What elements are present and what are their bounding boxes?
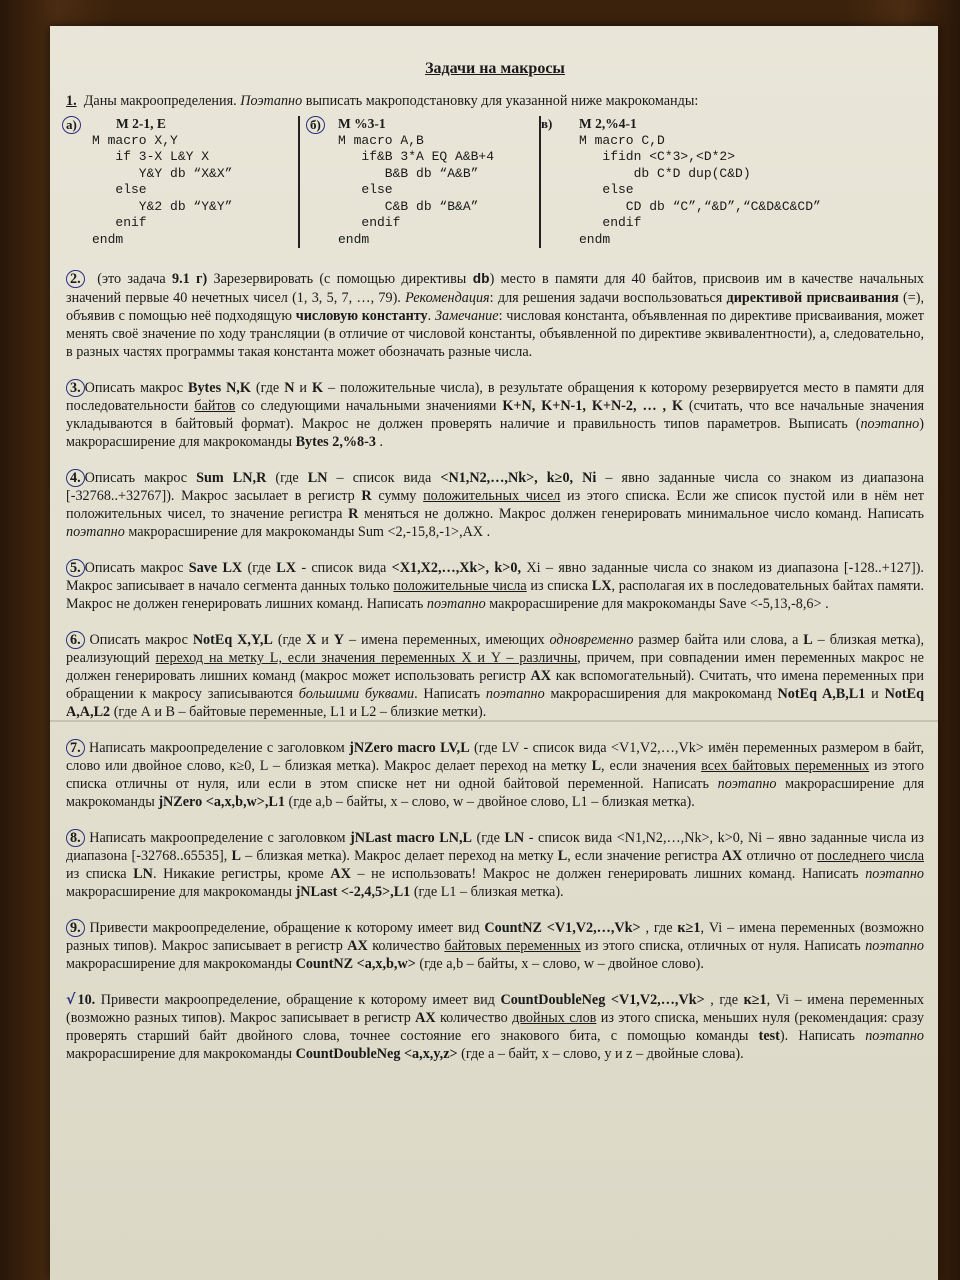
task-text: поэтапно [860,416,920,432]
task-text: поэтапно [865,1028,924,1044]
macro-definitions [66,116,924,248]
task-text: AX [415,1010,436,1026]
task-text: макрорасширение для макрокоманды [66,884,296,900]
task-text: (где [250,380,285,396]
task-text: большими буквами [298,686,415,702]
task-text: (где [242,560,277,576]
task-text: (где L1 – близкая метка). [410,884,564,900]
macro-a [66,116,292,248]
task-text: AX [530,668,552,684]
task-text: Xi – явно заданные числа со знаком из диапазона [-128..+127]). Макрос записывает в начало сегмента данных только [66,560,924,594]
task-text: . Написать [414,686,486,702]
page-title: Задачи на макросы [425,60,565,77]
task-text: , где [640,920,678,936]
task-1 [66,92,924,110]
task-text: количество [367,938,445,954]
task-text: (где [272,632,307,648]
task-text: байтов [194,398,236,414]
task-text: Save LX [188,560,243,576]
task-text: положительных чисел [423,488,561,504]
task-text: и [316,632,334,648]
task-text: макрорасширение для макрокоманды [66,1046,296,1062]
task-text: меняться не должно. Макрос должен генерировать минимальное число команд. Написать [358,506,925,522]
task-text: и [294,380,312,396]
task-text: – положительные числа), в результате обращения к которому резервируется место в памяти для последовательности [66,380,925,414]
task-text: (=), объявив с помощью неё подходящую [66,290,925,324]
task-number: 4. [66,469,85,487]
task-text: числовую константу [295,308,428,324]
task-9 [66,919,924,973]
task-text: Даны макроопределения. [83,93,237,109]
task-text: макрорасширение для макрокоманды Sum <2,-15,8,-1>,AX . [124,524,491,540]
task-text: положительные числа [393,578,527,594]
task-text: Написать макроопределение с заголовком [84,830,350,846]
task-4 [66,469,924,541]
task-text: Рекомендация [405,290,490,306]
task-number: 3. [66,379,85,397]
task-text: NotEq X,Y,L [192,632,273,648]
task-text: макрорасширение для макрокоманды [66,776,924,810]
task-text: (где a,b – байты, x – слово, w – двойное слово). [415,956,704,972]
task-text: директивой присваивания [726,290,899,306]
task-text: байтовых переменных [444,938,581,954]
task-text: X [306,632,317,648]
task-number: 2. [66,270,85,288]
macro-b [298,116,533,248]
task-text: Описать макрос [84,632,193,648]
task-text: Привести макроопределение, обращение к которому имеет вид [95,992,501,1008]
macro-call: M 2-1, E [116,116,166,131]
task-text: макрорасширение для макрокоманды [66,956,296,972]
task-text: (где А и В – байтовые переменные, L1 и L2 – близкие метки). [110,704,487,720]
macro-call: M %3-1 [338,116,386,131]
task-text: , располагая их в последовательных байтах памяти. Макрос не должен генерировать лишних команд. Написать [66,578,924,612]
task-text: : для решения задачи воспользоваться [489,290,727,306]
task-text: из этого списка, отличных от нуля. Написать [580,938,866,954]
task-text: сумму [371,488,424,504]
task-text: Bytes 2,%8-3 [295,434,376,450]
task-text: NotEq A,A,L2 [66,686,924,720]
task-text: LN [133,866,153,882]
task-text: , Vi – имена переменных (возможно разных типов). Макрос записывает в регистр [66,920,924,954]
task-text: (где a,b – байты, x – слово, w – двойное слово, L1 – близкая метка). [284,794,695,810]
task-text: jNZero <a,x,b,w>,L1 [158,794,285,810]
task-text: макрорасширения для макрокоманд [544,686,778,702]
task-text: Поэтапно [240,93,303,109]
task-text: Sum LN,R [196,470,267,486]
task-text: L [557,848,568,864]
task-number: 8. [66,829,85,847]
task-text: AX [721,848,743,864]
task-text: R [348,506,359,522]
task-number: 7. [66,739,85,757]
task-text: поэтапно [66,524,125,540]
task-text: поэтапно [865,866,924,882]
task-text: Написать макроопределение с заголовком [84,740,350,756]
task-text: Привести макроопределение, обращение к которому имеет вид [84,920,485,936]
task-text: jNLast macro LN,L [350,830,472,846]
task-text: Замечание [434,308,499,324]
task-text: <X1,X2,…,Xk>, k>0, [391,560,521,576]
task-text: поэтапно [865,938,925,954]
task-7 [66,739,924,811]
task-text: Описать макрос [84,380,188,396]
task-text: и [865,686,885,702]
task-text: размер байта или слова, а [633,632,804,648]
task-text: CountDoubleNeg <V1,V2,…,Vk> [500,992,705,1008]
task-text: к≥1 [743,992,767,1008]
task-text: jNZero macro LV,L [349,740,470,756]
task-text: Описать макрос [84,470,197,486]
task-text: CountNZ <V1,V2,…,Vk> [484,920,641,936]
fold-crease [50,720,938,722]
task-text: отлично от [742,848,818,864]
task-5 [66,559,924,613]
task-text: (считать, что все начальные значения укладываются в байтовый формат). Макрос не должен проверять наличие и правильность типов параметров. Выписать ( [66,398,924,432]
task-text: <N1,N2,…,Nk>, k≥0, Ni [440,470,597,486]
task-text: (где LV - список вида <V1,V2,…,Vk> имён переменных размером в байт, слово или двойное слово, к≥0, L – близкая метка). Макрос делает переход на метку [66,740,924,774]
task-text: из этого списка отличны от нуля, или если в этом списке нет ни одной байтовой переменной. Написать [66,758,924,792]
task-text: выписать макроподстановку для указанной ниже макрокоманды: [305,93,699,109]
macro-label: б) [306,116,325,134]
task-text: ) место в памяти для 40 байтов, присвоив им в качестве начальных значений первые 40 нечетных чисел (1, 3, 5, 7, …, 79). [66,271,925,306]
task-text: одновременно [549,632,634,648]
task-text: , если значения [601,758,702,774]
task-10 [66,991,924,1063]
task-number: 1. [66,93,77,109]
task-text: – близкая метка), реализующий [66,632,924,666]
task-text: (где [471,830,505,846]
task-text: – близкая метка). Макрос делает переход на метку [240,848,558,864]
task-text: CountNZ <a,x,b,w> [295,956,416,972]
task-text: LX [591,578,612,594]
task-text: поэтапно [426,596,486,612]
task-text: , Vi – имена переменных (возможно разных типов). Макрос записывает в регистр [66,992,924,1026]
task-text: со следующими начальными значениями [235,398,503,414]
macro-call: M 2,%4-1 [579,116,637,131]
task-text: из этого списка, меньших нуля (рекомендация: сразу проверять старший байт двойного слова, точнее состояние его знакового бита, с помощью команды [66,1010,924,1044]
task-text: db [472,272,490,288]
task-text: – имена переменных, имеющих [344,632,550,648]
task-text: (это задача [97,271,172,287]
task-text: двойных слов [512,1010,597,1026]
task-text: как вспомогательный). Считать, что имена переменных при обращении к макросу записываются [66,668,924,702]
task-text: – явно заданные числа со знаком из диапазона [-32768..+32767]). Макрос засылает в регистр [66,470,924,504]
task-text: ). Написать [779,1028,866,1044]
task-text: поэтапно [717,776,777,792]
task-text: ) макрорасширение для макрокоманды [66,416,924,450]
task-text: . [375,434,384,450]
macro-label: в) [541,116,553,131]
macro-code: M macro A,B if&B 3*A EQ A&B+4 B&B db “A&B” else C&B db “B&A” endif endm [338,132,495,247]
task-text: макрорасширение для макрокоманды Save <-5,13,-8,6> . [485,596,829,612]
task-text: Зарезервировать (с помощью директивы [207,271,473,287]
task-text: 9.1 г) [172,271,208,287]
task-text: переход на метку L, если значения переменных X и Y – различны [155,650,578,666]
task-2 [66,270,924,361]
task-text: LN [307,470,328,486]
task-text: Описать макрос [84,560,189,576]
task-text: . [427,308,435,324]
task-text: CountDoubleNeg <a,x,y,z> [295,1046,458,1062]
task-number: 10. [77,992,96,1008]
task-text: jNLast <-2,4,5>,L1 [295,884,411,900]
task-text: , если значение регистра [567,848,722,864]
task-text: L [803,632,813,648]
checkmark-icon: √ [66,992,76,1008]
macro-code: M macro C,D ifidn <C*3>,<D*2> db C*D dup(C&D) else CD db “C”,“&D”,“C&D&C&CD” endif endm [579,132,821,247]
task-text: NotEq A,B,L1 [777,686,866,702]
macro-label: а) [62,116,81,134]
task-text: K+N, K+N-1, K+N-2, … , K [502,398,683,414]
task-3 [66,379,924,451]
task-text: всех байтовых переменных [701,758,870,774]
task-text: (где a – байт, x – слово, y и z – двойные слова). [457,1046,744,1062]
task-number: 9. [66,919,85,937]
task-text: из списка [66,866,134,882]
task-text: Bytes N,K [188,380,251,396]
task-text: Y [333,632,345,648]
task-text: K [311,380,324,396]
task-text: количество [435,1010,513,1026]
task-number: 6. [66,631,85,649]
task-text: R [361,488,372,504]
task-text: AX [347,938,368,954]
macro-code: M macro X,Y if 3-X L&Y X Y&Y db “X&X” else Y&2 db “Y&Y” enif endm [92,132,233,247]
task-text: - список вида <N1,N2,…,Nk>, k>0, Ni – явно заданные числа из диапазона [-32768..65535], [66,830,924,864]
task-6 [66,631,924,721]
task-text: из этого списка. Если же список пустой или в нём нет положительных чисел, то значение регистра [66,488,925,522]
task-text: AX [330,866,351,882]
task-text: – список вида [327,470,441,486]
macro-c [539,116,879,248]
task-8 [66,829,924,901]
task-text: L [231,848,241,864]
task-text: (где [266,470,308,486]
paper-sheet [50,26,938,1280]
task-text: LN [504,830,525,846]
task-text: LX [276,560,296,576]
task-text: L [591,758,602,774]
task-text: . Никакие регистры, кроме [152,866,331,882]
task-text: - список вида [295,560,392,576]
task-text: – не использовать! Макрос не должен генерировать лишних команд. Написать [350,866,866,882]
task-text: test [758,1028,780,1044]
task-text: поэтапно [485,686,545,702]
task-text: к≥1 [677,920,701,936]
task-number: 5. [66,559,85,577]
task-text: , где [704,992,744,1008]
task-text: : числовая константа, объявленная по директиве присваивания, может менять своё значение по ходу трансляции (в отличие от числовой константы, объявленной по директиве эквивалентности), а, следовательно, в разных частях программы такая константа может обозначать разные числа. [66,308,924,360]
task-text: последнего числа [817,848,924,864]
task-text: N [284,380,295,396]
task-text: из списка [526,578,592,594]
task-text: , причем, при совпадении имен переменных макрос не должен генерировать лишних команд (макрос может использовать регистр [66,650,924,684]
